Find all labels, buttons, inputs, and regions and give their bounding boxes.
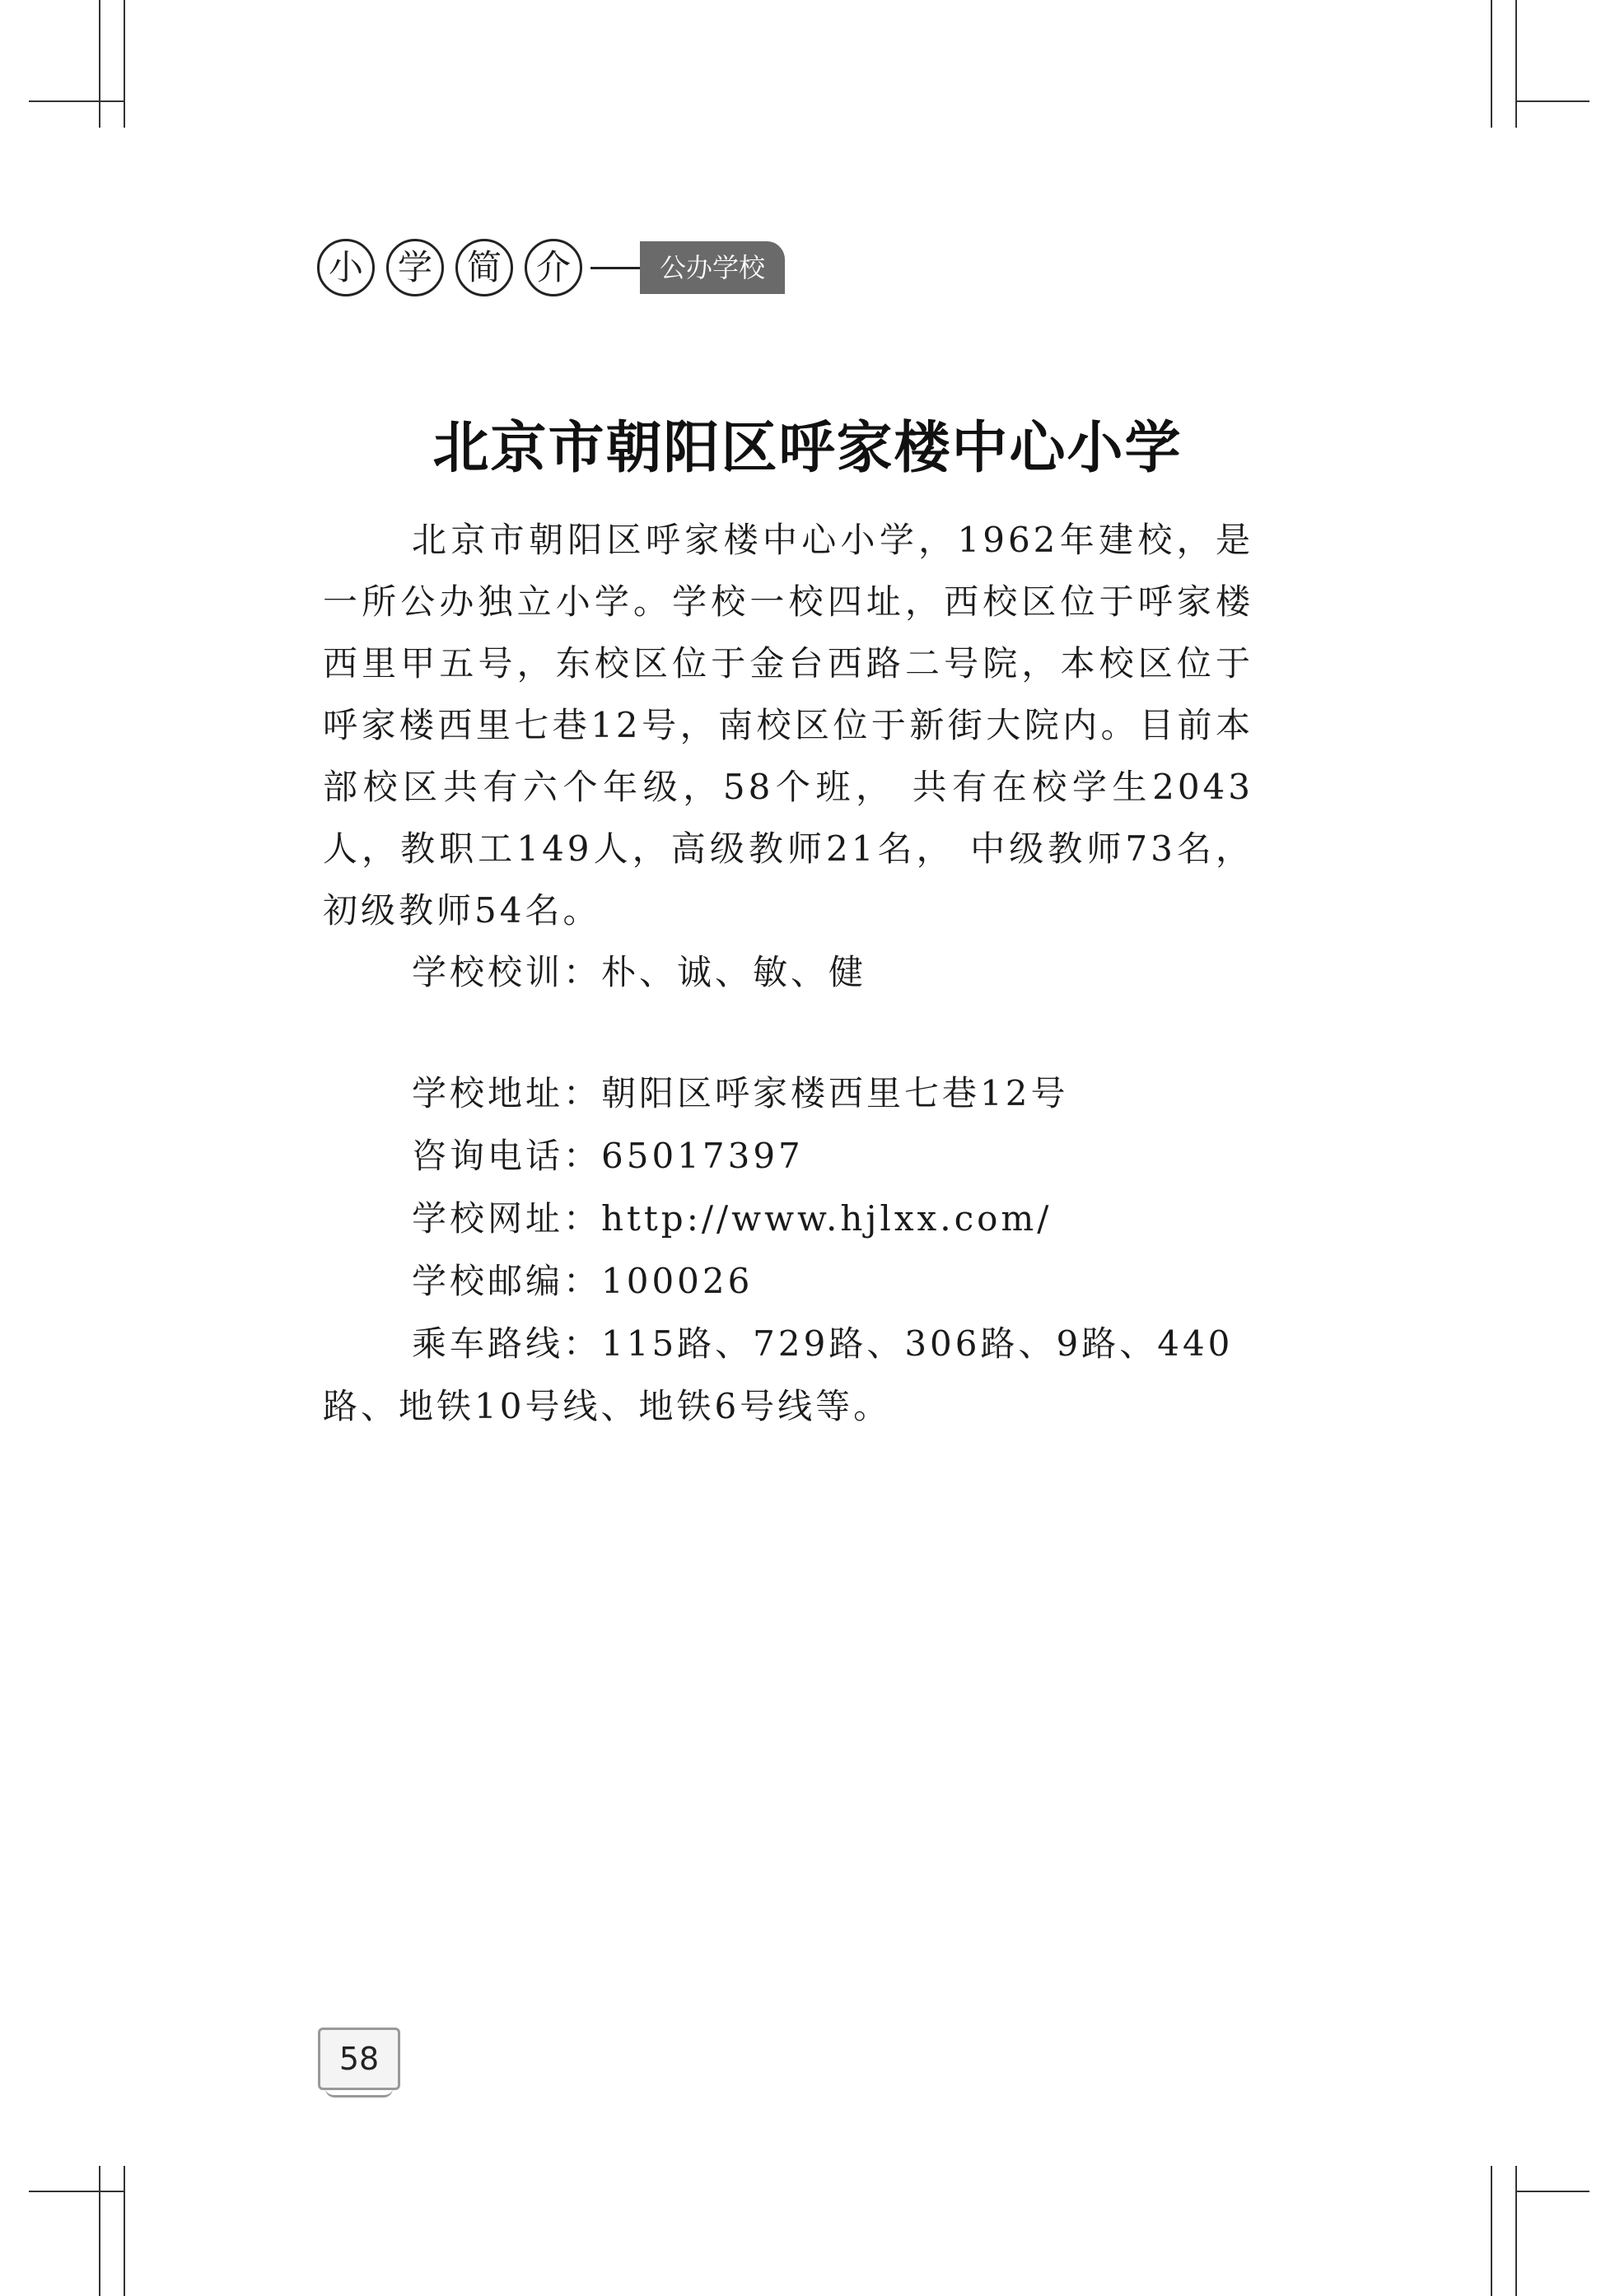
info-address: 学校地址：朝阳区呼家楼西里七巷12号 xyxy=(412,1073,1069,1113)
page-title: 北京市朝阳区呼家楼中心小学 xyxy=(432,416,1183,481)
header-connector xyxy=(590,267,640,269)
crop-mark xyxy=(1515,0,1517,128)
crop-mark xyxy=(29,2191,124,2192)
section-header xyxy=(317,235,785,301)
info-phone: 咨询电话：65017397 xyxy=(412,1136,804,1176)
crop-mark xyxy=(1491,0,1492,128)
page-number xyxy=(318,2028,400,2090)
intro-text xyxy=(323,509,1253,1003)
paragraph: 北京市朝阳区呼家楼中心小学，1962年建校，是一所公办独立小学。学校一校四址，西校区位于呼家楼西里甲五号，东校区位于金台西路二号院，本校区位于呼家楼西里七巷12号，南校区位于新街大院内。目前本部校区共有六个年级，58个班， 共有在校学生2043人，教职工149人，高级教师21名， 中级教师73名，初级教师54名。 xyxy=(323,520,1253,931)
category-tag: 公办学校 xyxy=(640,241,785,294)
crop-mark xyxy=(124,0,125,128)
crop-mark xyxy=(1515,100,1589,102)
header-char: 小 xyxy=(317,239,375,296)
info-website: 学校网址：http://www.hjlxx.com/ xyxy=(412,1198,1053,1239)
contact-info xyxy=(323,1062,1253,1438)
crop-mark xyxy=(99,2166,100,2296)
crop-mark xyxy=(1515,2191,1589,2192)
paragraph: 学校校训：朴、诚、敏、健 xyxy=(412,952,867,992)
crop-mark xyxy=(1515,2166,1517,2296)
crop-mark xyxy=(99,0,100,128)
crop-mark xyxy=(29,100,124,102)
header-char: 学 xyxy=(386,239,444,296)
info-postcode: 学校邮编：100026 xyxy=(412,1261,754,1301)
crop-mark xyxy=(1491,2166,1492,2296)
page-number-label: 58 xyxy=(338,2041,380,2077)
crop-mark xyxy=(124,2166,125,2296)
header-char: 介 xyxy=(525,239,582,296)
info-transport: 乘车路线：115路、729路、306路、9路、440路、地铁10号线、地铁6号线等。 xyxy=(323,1323,1234,1426)
header-char: 简 xyxy=(455,239,513,296)
